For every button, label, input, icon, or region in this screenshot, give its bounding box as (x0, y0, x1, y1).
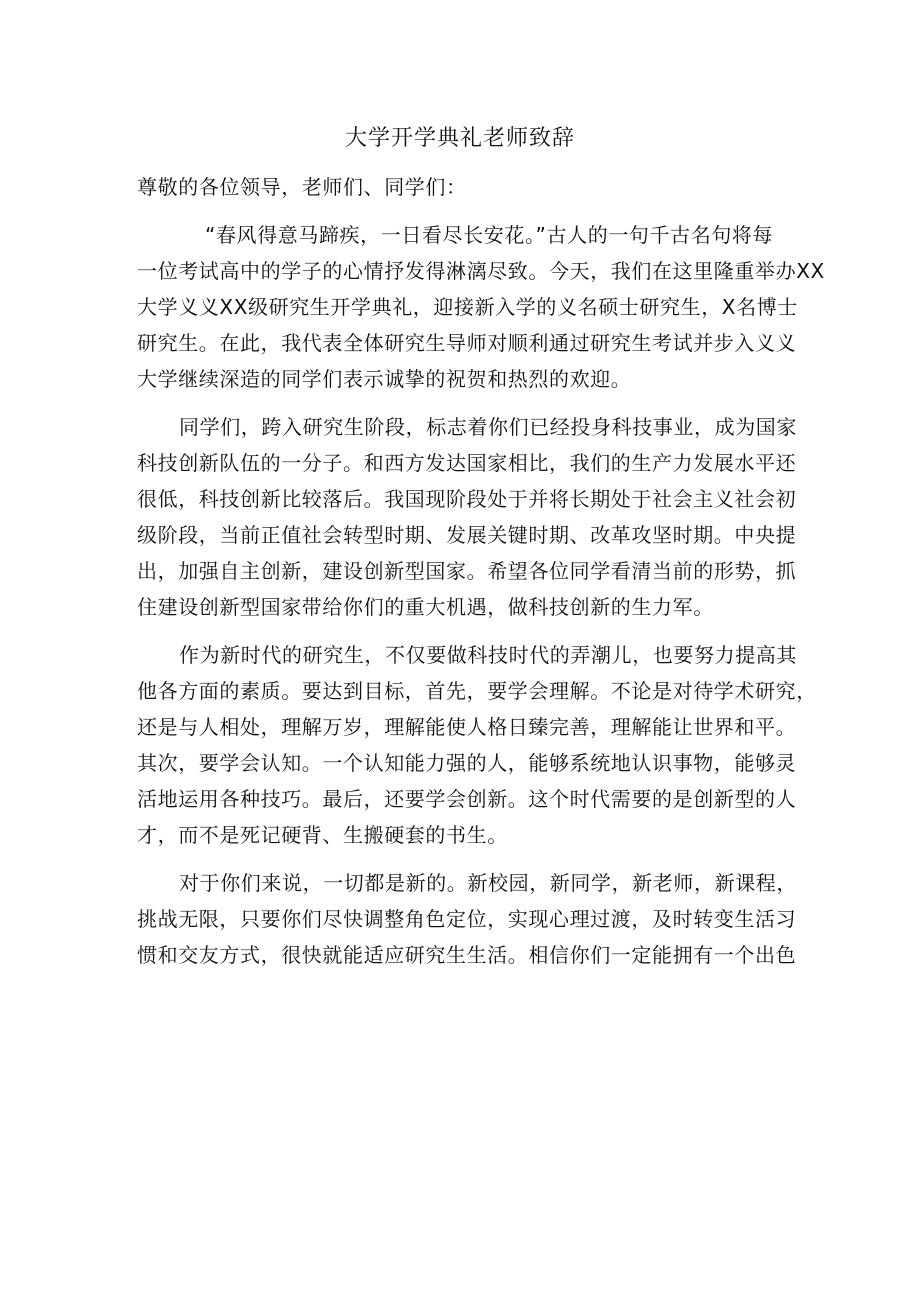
paragraph-line: 惯和交友方式，很快就能适应研究生生活。相信你们一定能拥有一个出色 (137, 943, 797, 967)
salutation: 尊敬的各位领导，老师们、同学们： (137, 175, 467, 199)
paragraph-4 (137, 865, 797, 973)
paragraph-line: 大学继续深造的同学们表示诚挚的祝贺和热烈的欢迎。 (137, 367, 632, 391)
paragraph-line: 才，而不是死记硬背、生搬硬套的书生。 (137, 823, 508, 847)
document-body (137, 169, 825, 973)
paragraph-line: 其次，要学会认知。一个认知能力强的人，能够系统地认识事物，能够灵 (137, 751, 797, 775)
paragraph-line: “春风得意马蹄疾，一日看尽长安花。”古人的一句千古名句将每 (205, 223, 774, 247)
paragraph-line: 一位考试高中的学子的心情抒发得淋漓尽致。今天，我们在这里隆重举办XX (137, 259, 825, 283)
paragraph-line: 科技创新队伍的一分子。和西方发达国家相比，我们的生产力发展水平还 (137, 451, 797, 475)
paragraph-line: 住建设创新型国家带给你们的重大机遇，做科技创新的生力军。 (137, 595, 714, 619)
paragraph-line: 出，加强自主创新，建设创新型国家。希望各位同学看清当前的形势，抓 (137, 559, 797, 583)
paragraph-line: 同学们，跨入研究生阶段，标志着你们已经投身科技事业，成为国家 (179, 415, 797, 439)
paragraph-1 (137, 217, 825, 397)
paragraph-line: 级阶段，当前正值社会转型时期、发展关键时期、改革攻坚时期。中央提 (137, 523, 797, 547)
paragraph-line: 很低，科技创新比较落后。我国现阶段处于并将长期处于社会主义社会初 (137, 487, 797, 511)
paragraph-line: 挑战无限，只要你们尽快调整角色定位，实现心理过渡，及时转变生活习 (137, 907, 797, 931)
paragraph-line: 作为新时代的研究生，不仅要做科技时代的弄潮儿，也要努力提高其 (179, 643, 797, 667)
paragraph-line: 活地运用各种技巧。最后，还要学会创新。这个时代需要的是创新型的人 (137, 787, 797, 811)
paragraph-line: 大学义义XX级研究生开学典礼，迎接新入学的义名硕士研究生，X名博士 (137, 295, 798, 319)
paragraph-line: 他各方面的素质。要达到目标，首先，要学会理解。不论是对待学术研究， (137, 679, 817, 703)
paragraph-3 (137, 637, 817, 853)
document-title: 大学开学典礼老师致辞 (344, 126, 575, 151)
paragraph-line: 研究生。在此，我代表全体研究生导师对顺利通过研究生考试并步入义义 (137, 331, 797, 355)
paragraph-line: 还是与人相处，理解万岁，理解能使人格日臻完善，理解能让世界和平。 (137, 715, 797, 739)
paragraph-2 (137, 409, 797, 625)
paragraph-line: 对于你们来说，一切都是新的。新校园，新同学，新老师，新课程， (179, 871, 797, 895)
